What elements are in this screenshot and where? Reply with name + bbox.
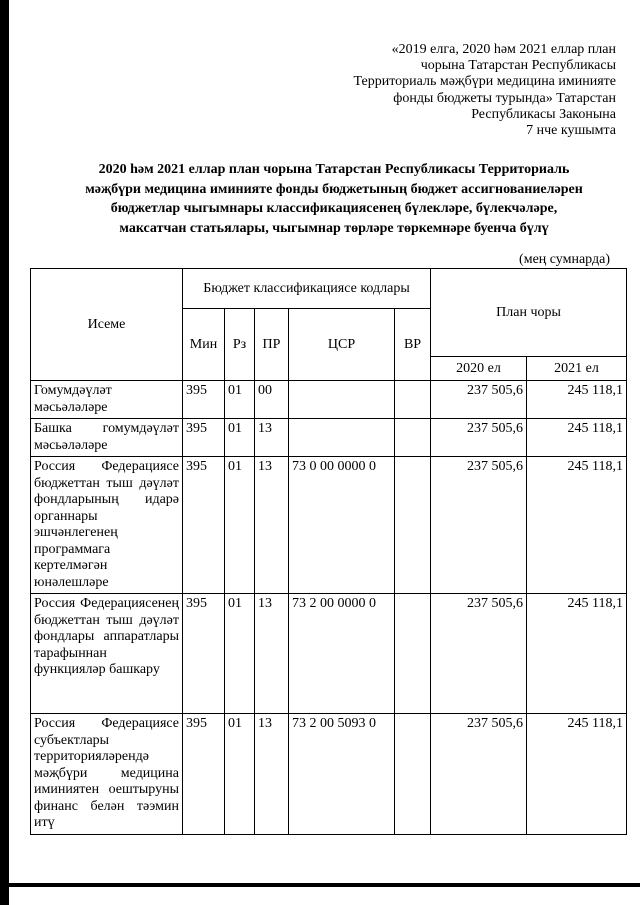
header-csr: ЦСР [289, 309, 395, 381]
table-row [31, 714, 627, 835]
row-csr: 73 2 00 0000 0 [289, 594, 395, 714]
row-csr: 73 0 00 0000 0 [289, 457, 395, 594]
row-vr [395, 381, 431, 419]
row-csr [289, 419, 395, 457]
reference-line: Территориаль мәҗбүри медицина иминияте [353, 74, 616, 90]
row-rz: 01 [225, 381, 255, 419]
unit-label: (мең сумнарда) [519, 252, 610, 267]
header-name: Исеме [31, 269, 183, 381]
header-rz: Рз [225, 309, 255, 381]
row-rz: 01 [225, 419, 255, 457]
row-name: Гомумдәүләт мәсьәләләре [31, 381, 183, 419]
header-pr: ПР [255, 309, 289, 381]
header-min: Мин [183, 309, 225, 381]
page-edge-bar [0, 0, 9, 905]
row-csr [289, 381, 395, 419]
row-pr: 13 [255, 714, 289, 835]
row-csr: 73 2 00 5093 0 [289, 714, 395, 835]
row-2021: 245 118,1 [527, 419, 627, 457]
header-codes: Бюджет классификациясе кодлары [183, 269, 431, 309]
row-rz: 01 [225, 594, 255, 714]
row-vr [395, 594, 431, 714]
row-vr [395, 419, 431, 457]
row-2020: 237 505,6 [431, 419, 527, 457]
row-name: Башка гомумдәүләт мәсьәләләре [31, 419, 183, 457]
row-pr: 00 [255, 381, 289, 419]
law-reference [286, 42, 616, 139]
row-2021: 245 118,1 [527, 714, 627, 835]
budget-table [30, 268, 627, 835]
header-plan: План чоры [431, 269, 627, 357]
row-2020: 237 505,6 [431, 714, 527, 835]
row-vr [395, 714, 431, 835]
row-2020: 237 505,6 [431, 381, 527, 419]
header-vr: ВР [395, 309, 431, 381]
row-min: 395 [183, 419, 225, 457]
title-line: максатчан статьялары, чыгымнар төрләре төркемнәре буенча бүлү [119, 220, 549, 236]
row-2020: 237 505,6 [431, 457, 527, 594]
row-min: 395 [183, 457, 225, 594]
row-2021: 245 118,1 [527, 381, 627, 419]
row-name: Россия Федерациясенең бюджеттан тыш дәүләт фондлары аппаратлары тарафыннан функцияләр башкару [31, 594, 183, 714]
document-title [70, 160, 598, 238]
title-line: мәҗбүри медицина иминияте фонды бюджетының бюджет ассигнованиеләрен [85, 181, 583, 197]
table-row [31, 594, 627, 714]
row-min: 395 [183, 594, 225, 714]
table-row [31, 419, 627, 457]
row-vr [395, 457, 431, 594]
reference-line: фонды бюджеты турында» Татарстан [393, 90, 616, 106]
table-row [31, 381, 627, 419]
row-name: Россия Федерациясе субъектлары территорияләрендә мәҗбүри медицина иминиятен оештыруны финанс белән тәэмин итү [31, 714, 183, 835]
row-pr: 13 [255, 419, 289, 457]
row-2021: 245 118,1 [527, 594, 627, 714]
row-2020: 237 505,6 [431, 594, 527, 714]
reference-line: Республикасы Законына [471, 106, 616, 122]
row-pr: 13 [255, 594, 289, 714]
title-line: бюджетлар чыгымнары классификациясенең бүлекләре, бүлекчәләре, [110, 201, 558, 216]
reference-line: чорына Татарстан Республикасы [420, 58, 616, 74]
row-name: Россия Федерациясе бюджеттан тыш дәүләт фондларының идарә органнары эшчәнлегенең программага кертелмәгән юнәлешләре [31, 457, 183, 594]
row-rz: 01 [225, 457, 255, 594]
row-min: 395 [183, 714, 225, 835]
table-row [31, 457, 627, 594]
header-year-2021: 2021 ел [527, 357, 627, 381]
row-pr: 13 [255, 457, 289, 594]
title-line: 2020 һәм 2021 еллар план чорына Татарстан Республикасы Территориаль [98, 162, 570, 177]
header-year-2020: 2020 ел [431, 357, 527, 381]
reference-line: «2019 елга, 2020 һәм 2021 еллар план [391, 42, 616, 57]
page-bottom-bar [0, 883, 640, 887]
row-min: 395 [183, 381, 225, 419]
row-2021: 245 118,1 [527, 457, 627, 594]
row-rz: 01 [225, 714, 255, 835]
reference-line: 7 нче кушымта [526, 123, 616, 139]
